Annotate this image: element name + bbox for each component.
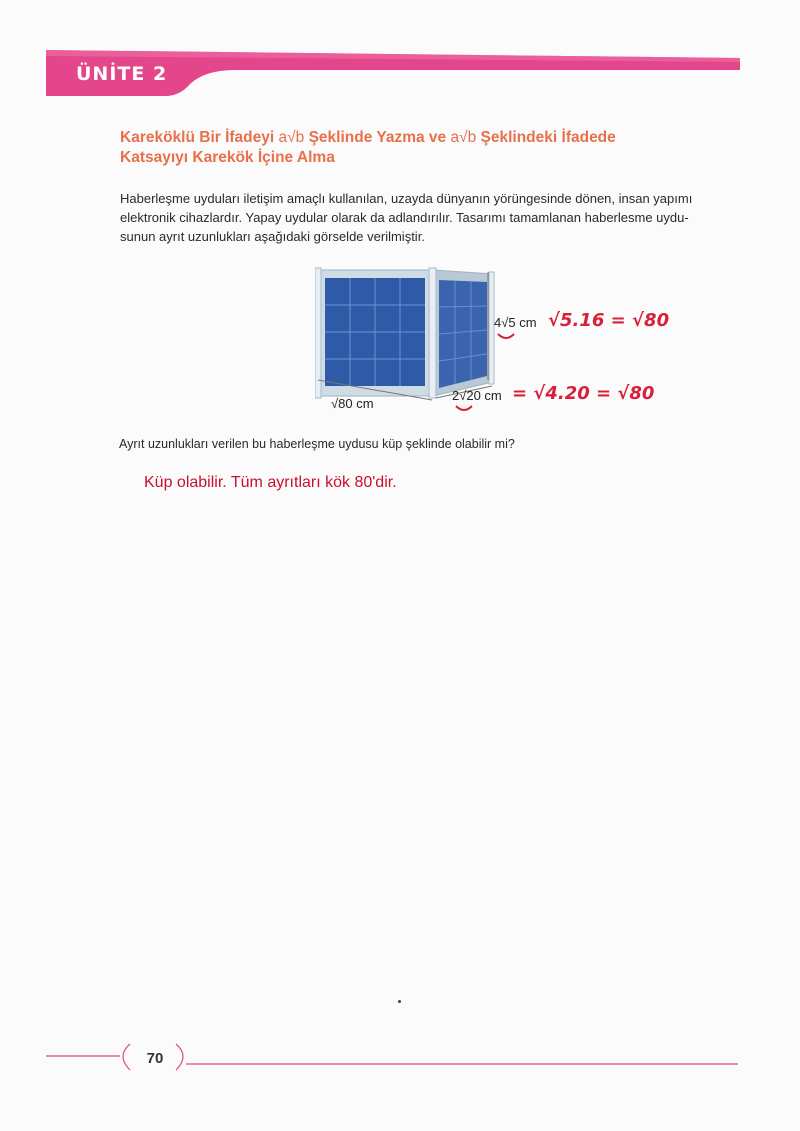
height-underline-mark	[496, 332, 516, 342]
footer-line	[0, 1040, 800, 1080]
satellite-figure	[300, 262, 680, 412]
scan-speck	[398, 1000, 401, 1003]
intro-paragraph: Haberleşme uyduları iletişim amaçlı kullanılan, uzayda dünyanın yörüngesinde dönen, insan yapımı elektronik cihazlardır. Yapay uydular olarak da adlandırılır. Tasarımı tamamlanan haberlesme uydu- sunun ayrıt uzunlukları aşağıdaki görselde verilmiştir.	[120, 191, 693, 244]
unit-label: ÜNİTE 2	[76, 63, 168, 85]
answer-text: Küp olabilir. Tüm ayrıtları kök 80'dir.	[144, 474, 397, 491]
depth-underline-mark	[454, 404, 474, 414]
height-label: 4√5 cm	[494, 315, 537, 330]
depth-label: 2√20 cm	[452, 388, 502, 403]
page-number: 70	[146, 1050, 164, 1067]
height-handwriting: √5.16 = √80	[548, 310, 670, 331]
section-title-line1: Kareköklü Bir İfadeyi a√b Şeklinde Yazma ve a√b Şeklindeki İfadede	[120, 129, 616, 146]
section-title	[120, 128, 720, 168]
question-text: Ayrıt uzunlukları verilen bu haberleşme uydusu küp şeklinde olabilir mi?	[119, 437, 515, 451]
section-title-line2: Katsayıyı Karekök İçine Alma	[120, 149, 335, 166]
depth-handwriting: = √4.20 = √80	[512, 383, 655, 404]
unit-header-band	[0, 0, 800, 110]
width-label: √80 cm	[331, 396, 374, 411]
